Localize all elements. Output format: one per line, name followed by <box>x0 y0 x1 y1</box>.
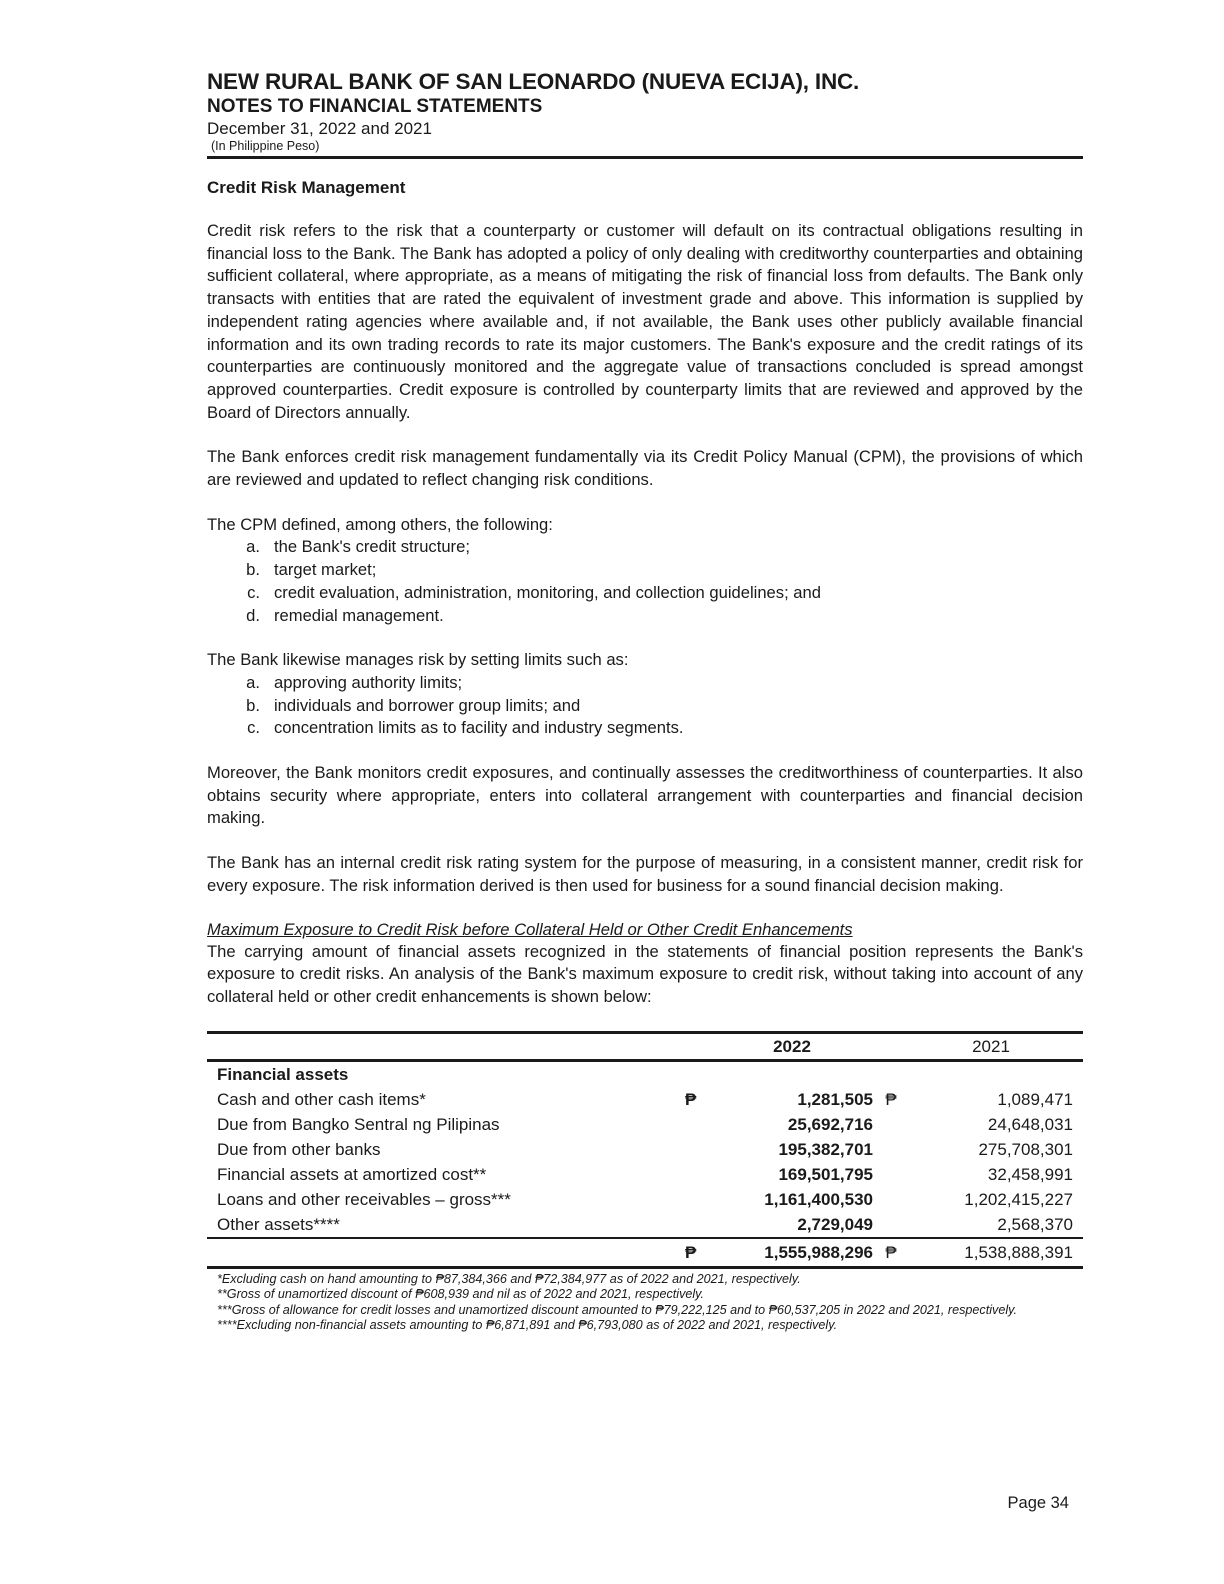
total-2021: 1,538,888,391 <box>909 1238 1083 1268</box>
credit-exposure-table <box>207 1031 1083 1269</box>
list-item <box>207 605 1083 628</box>
list-text: remedial management. <box>274 605 444 625</box>
limits-list <box>207 672 1083 740</box>
row-label: Due from other banks <box>217 1139 381 1159</box>
value-2021: 32,458,991 <box>987 1164 1073 1184</box>
value-2022: 169,501,795 <box>778 1164 873 1184</box>
paragraph-carrying-amount: The carrying amount of financial assets recognized in the statements of financial position represents the Bank's exposure to credit risks. An analysis of the Bank's maximum exposure to credit risk, without taking into account of any collateral held or other credit enhancements is shown below: <box>207 941 1083 1006</box>
list-text: approving authority limits; <box>274 672 463 692</box>
table-row <box>207 1087 1083 1112</box>
peso-sign: ₱ <box>885 1089 897 1109</box>
value-2022: 195,382,701 <box>778 1139 873 1159</box>
paragraph-monitoring: Moreover, the Bank monitors credit exposures, and continually assesses the creditworthiness of counterparties. It also obtains security where appropriate, enters into collateral arrangement with counterparties and financial decision making. <box>207 763 1083 828</box>
list-item <box>207 672 1083 695</box>
value-2021: 275,708,301 <box>978 1139 1073 1159</box>
value-2022: 1,281,505 <box>797 1089 873 1109</box>
group-label: Financial assets <box>217 1064 349 1084</box>
company-name: NEW RURAL BANK OF SAN LEONARDO (NUEVA ECIJA), INC. <box>207 69 860 94</box>
list-marker: a. <box>246 672 260 692</box>
paragraph-cpm: The Bank enforces credit risk management fundamentally via its Credit Policy Manual (CPM), the provisions of which are reviewed and updated to reflect changing risk conditions. <box>207 447 1083 490</box>
list-marker: c. <box>247 718 260 738</box>
value-2021: 1,202,415,227 <box>964 1189 1073 1209</box>
peso-sign: ₱ <box>873 1238 909 1268</box>
value-2022: 2,729,049 <box>797 1214 873 1234</box>
list-item <box>207 695 1083 718</box>
list-item <box>207 536 1083 559</box>
value-2022: 1,161,400,530 <box>764 1189 873 1209</box>
row-label: Due from Bangko Sentral ng Pilipinas <box>217 1114 500 1134</box>
page-number: Page 34 <box>1007 1494 1069 1512</box>
value-2022: 25,692,716 <box>787 1114 873 1134</box>
column-header-2021: 2021 <box>909 1032 1083 1060</box>
column-header-2022: 2022 <box>711 1032 873 1060</box>
table-header-row <box>207 1032 1083 1060</box>
list-marker: b. <box>246 695 260 715</box>
table-row <box>207 1112 1083 1137</box>
footnote: *Excluding cash on hand amounting to ₱87,384,366 and ₱72,384,977 as of 2022 and 2021, respectively. <box>217 1271 801 1286</box>
paragraph-limits-intro: The Bank likewise manages risk by setting limits such as: <box>207 650 629 670</box>
row-label: Cash and other cash items* <box>217 1089 426 1109</box>
header-divider <box>207 156 1083 159</box>
page-header <box>207 68 1083 159</box>
table-row <box>207 1162 1083 1187</box>
paragraph-cpm-intro: The CPM defined, among others, the following: <box>207 514 553 534</box>
list-text: concentration limits as to facility and industry segments. <box>274 718 684 738</box>
list-marker: c. <box>247 582 260 602</box>
paragraph-credit-risk-definition: Credit risk refers to the risk that a counterparty or customer will default on its contractual obligations resulting in financial loss to the Bank. The Bank has adopted a policy of only dealing with creditworthy counterparties and obtaining sufficient collateral, where appropriate, as a means of mitigating the risk of financial loss from defaults. The Bank only transacts with entities that are rated the equivalent of investment grade and above. This information is supplied by independent rating agencies where available and, if not available, the Bank uses other publicly available financial information and its own trading records to rate its major customers. The Bank's exposure and the credit ratings of its counterparties are continuously monitored and the aggregate value of transactions concluded is spread amongst approved counterparties. Credit exposure is controlled by counterparty limits that are reviewed and approved by the Board of Directors annually. <box>207 221 1083 422</box>
list-item <box>207 582 1083 605</box>
paragraph-rating-system: The Bank has an internal credit risk rating system for the purpose of measuring, in a consistent manner, credit risk for every exposure. The risk information derived is then used for business for a sound financial decision making. <box>207 853 1083 895</box>
value-2021: 1,089,471 <box>997 1089 1073 1109</box>
list-item <box>207 559 1083 582</box>
list-text: credit evaluation, administration, monitoring, and collection guidelines; and <box>274 582 821 602</box>
table-footnotes <box>207 1272 1083 1334</box>
notes-title: NOTES TO FINANCIAL STATEMENTS <box>207 96 543 117</box>
list-marker: b. <box>246 560 260 580</box>
table-total-row <box>207 1238 1083 1268</box>
row-label: Other assets**** <box>217 1214 340 1234</box>
peso-sign: ₱ <box>685 1089 697 1109</box>
section-title: Credit Risk Management <box>207 178 406 197</box>
currency-note: (In Philippine Peso) <box>211 139 320 153</box>
footnote: **Gross of unamortized discount of ₱608,939 and nil as of 2022 and 2021, respectively. <box>217 1287 705 1302</box>
list-text: target market; <box>274 560 377 580</box>
total-2022: 1,555,988,296 <box>711 1238 873 1268</box>
cpm-list <box>207 536 1083 627</box>
list-item <box>207 717 1083 740</box>
statement-date: December 31, 2022 and 2021 <box>207 119 432 138</box>
table-row <box>207 1212 1083 1238</box>
table-row <box>207 1137 1083 1162</box>
list-text: the Bank's credit structure; <box>274 537 470 557</box>
subheading-maximum-exposure: Maximum Exposure to Credit Risk before Collateral Held or Other Credit Enhancements <box>207 919 853 939</box>
table-group-row <box>207 1060 1083 1087</box>
list-marker: a. <box>246 537 260 557</box>
row-label: Financial assets at amortized cost** <box>217 1164 487 1184</box>
row-label: Loans and other receivables – gross*** <box>217 1189 511 1209</box>
document-page <box>207 68 1083 1334</box>
table-row <box>207 1187 1083 1212</box>
footnote: ****Excluding non-financial assets amounting to ₱6,871,891 and ₱6,793,080 as of 2022 and 2021, respectively. <box>217 1318 838 1333</box>
value-2021: 2,568,370 <box>997 1214 1073 1234</box>
value-2021: 24,648,031 <box>987 1114 1073 1134</box>
list-text: individuals and borrower group limits; and <box>274 695 581 715</box>
list-marker: d. <box>246 605 260 625</box>
peso-sign: ₱ <box>685 1238 711 1268</box>
footnote: ***Gross of allowance for credit losses and unamortized discount amounted to ₱79,222,125 and to ₱60,537,205 in 2022 and 2021, respectively. <box>217 1302 1017 1317</box>
